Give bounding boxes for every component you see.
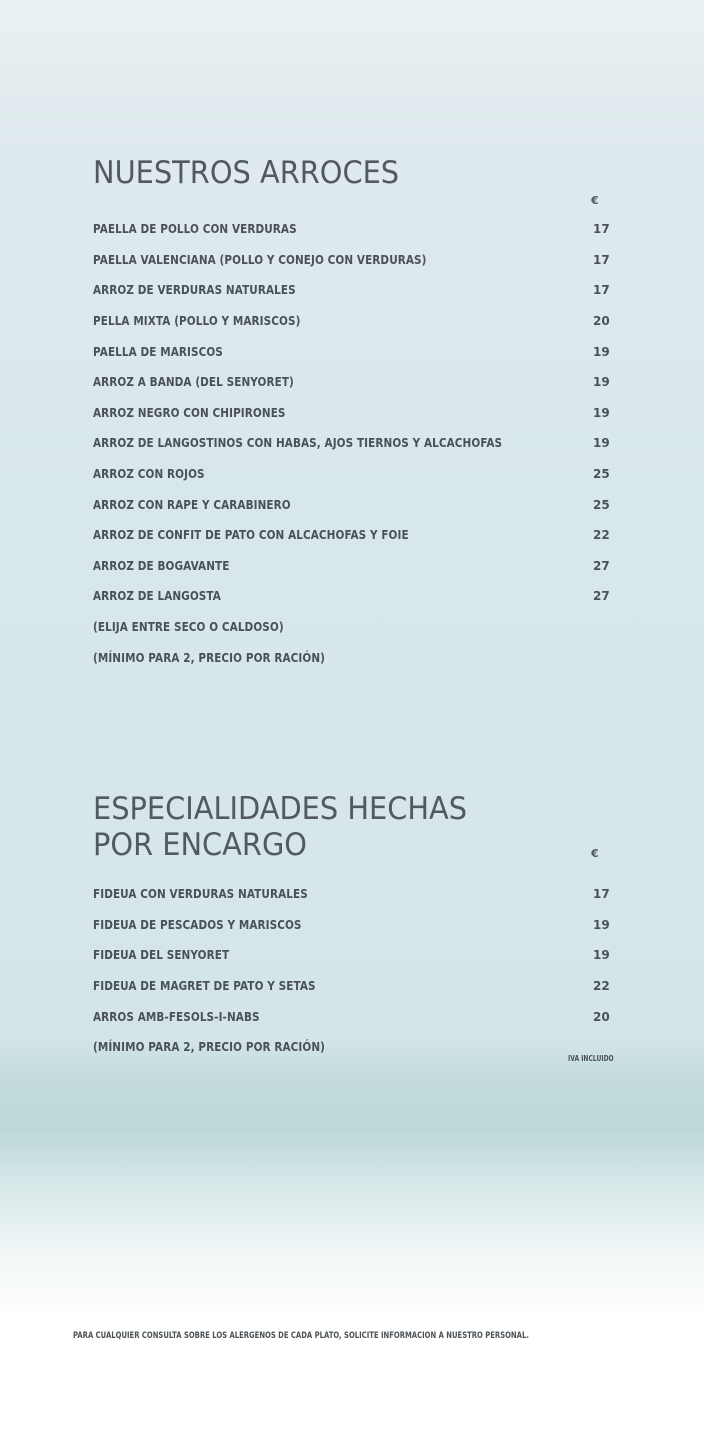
note-text: (ELIJA ENTRE SECO O CALDOSO) [93, 620, 284, 635]
item-name: FIDEUA DE MAGRET DE PATO Y SETAS [93, 979, 316, 994]
item-price: 19 [593, 375, 610, 390]
arroces-currency-label: € [591, 194, 599, 207]
item-price: 19 [593, 917, 610, 932]
note-text: (MÍNIMO PARA 2, PRECIO POR RACIÓN) [93, 650, 326, 665]
menu-item [93, 971, 613, 1002]
menu-item [93, 489, 613, 520]
menu-note [93, 612, 613, 643]
item-name: ARROZ DE LANGOSTA [93, 589, 221, 604]
item-price: 22 [593, 979, 610, 994]
menu-item [93, 306, 613, 337]
arroces-title: NUESTROS ARROCES [93, 155, 400, 191]
menu-item [93, 581, 613, 612]
menu-item [93, 336, 613, 367]
item-price: 17 [593, 887, 610, 902]
item-name: FIDEUA DEL SENYORET [93, 948, 230, 963]
item-price: 19 [593, 436, 610, 451]
especialidades-title-line2: POR ENCARGO [93, 827, 307, 863]
menu-item [93, 214, 613, 245]
item-price: 17 [593, 283, 610, 298]
item-name: PAELLA DE POLLO CON VERDURAS [93, 222, 297, 237]
item-price: 20 [593, 314, 610, 329]
arroces-list [93, 214, 613, 673]
item-name: ARROZ DE LANGOSTINOS CON HABAS, AJOS TIERNOS Y ALCACHOFAS [93, 436, 503, 451]
menu-item [93, 367, 613, 398]
item-price: 17 [593, 252, 610, 267]
item-name: ARROS AMB-FESOLS-I-NABS [93, 1009, 260, 1024]
item-name: ARROZ NEGRO CON CHIPIRONES [93, 405, 286, 420]
menu-item [93, 398, 613, 429]
item-price: 27 [593, 558, 610, 573]
item-name: PAELLA DE MARISCOS [93, 344, 223, 359]
item-name: ARROZ DE VERDURAS NATURALES [93, 283, 296, 298]
item-price: 19 [593, 344, 610, 359]
item-price: 22 [593, 528, 610, 543]
menu-item [93, 940, 613, 971]
item-price: 27 [593, 589, 610, 604]
note-text: (MÍNIMO PARA 2, PRECIO POR RACIÓN) [93, 1040, 326, 1055]
menu-item [93, 551, 613, 582]
especialidades-list [93, 879, 613, 1063]
item-name: FIDEUA DE PESCADOS Y MARISCOS [93, 917, 302, 932]
menu-item [93, 879, 613, 910]
item-name: ARROZ CON ROJOS [93, 467, 205, 482]
menu-item [93, 245, 613, 276]
menu-note [93, 1032, 613, 1063]
item-name: ARROZ A BANDA (DEL SENYORET) [93, 375, 294, 390]
especialidades-section [93, 791, 613, 1055]
menu-note [93, 642, 613, 673]
item-price: 19 [593, 405, 610, 420]
menu-item [93, 520, 613, 551]
item-price: 25 [593, 467, 610, 482]
item-name: FIDEUA CON VERDURAS NATURALES [93, 887, 308, 902]
item-name: ARROZ DE BOGAVANTE [93, 558, 230, 573]
item-price: 25 [593, 497, 610, 512]
item-name: ARROZ DE CONFIT DE PATO CON ALCACHOFAS Y FOIE [93, 528, 409, 543]
arroces-section [93, 155, 613, 665]
item-price: 19 [593, 948, 610, 963]
especialidades-currency-label: € [591, 847, 599, 860]
item-name: PELLA MIXTA (POLLO Y MARISCOS) [93, 314, 301, 329]
menu-item [93, 459, 613, 490]
item-name: ARROZ CON RAPE Y CARABINERO [93, 497, 291, 512]
allergen-footer-note: PARA CUALQUIER CONSULTA SOBRE LOS ALERGENOS DE CADA PLATO, SOLICITE INFORMACION A NUESTRO PERSONAL. [73, 1331, 529, 1341]
item-price: 17 [593, 222, 610, 237]
menu-item [93, 428, 613, 459]
iva-incluido-label: IVA INCLUIDO [568, 1054, 614, 1063]
menu-item [93, 1001, 613, 1032]
especialidades-title-line1: ESPECIALIDADES HECHAS [93, 791, 468, 827]
item-price: 20 [593, 1009, 610, 1024]
item-name: PAELLA VALENCIANA (POLLO Y CONEJO CON VERDURAS) [93, 252, 427, 267]
menu-item [93, 910, 613, 941]
menu-item [93, 275, 613, 306]
